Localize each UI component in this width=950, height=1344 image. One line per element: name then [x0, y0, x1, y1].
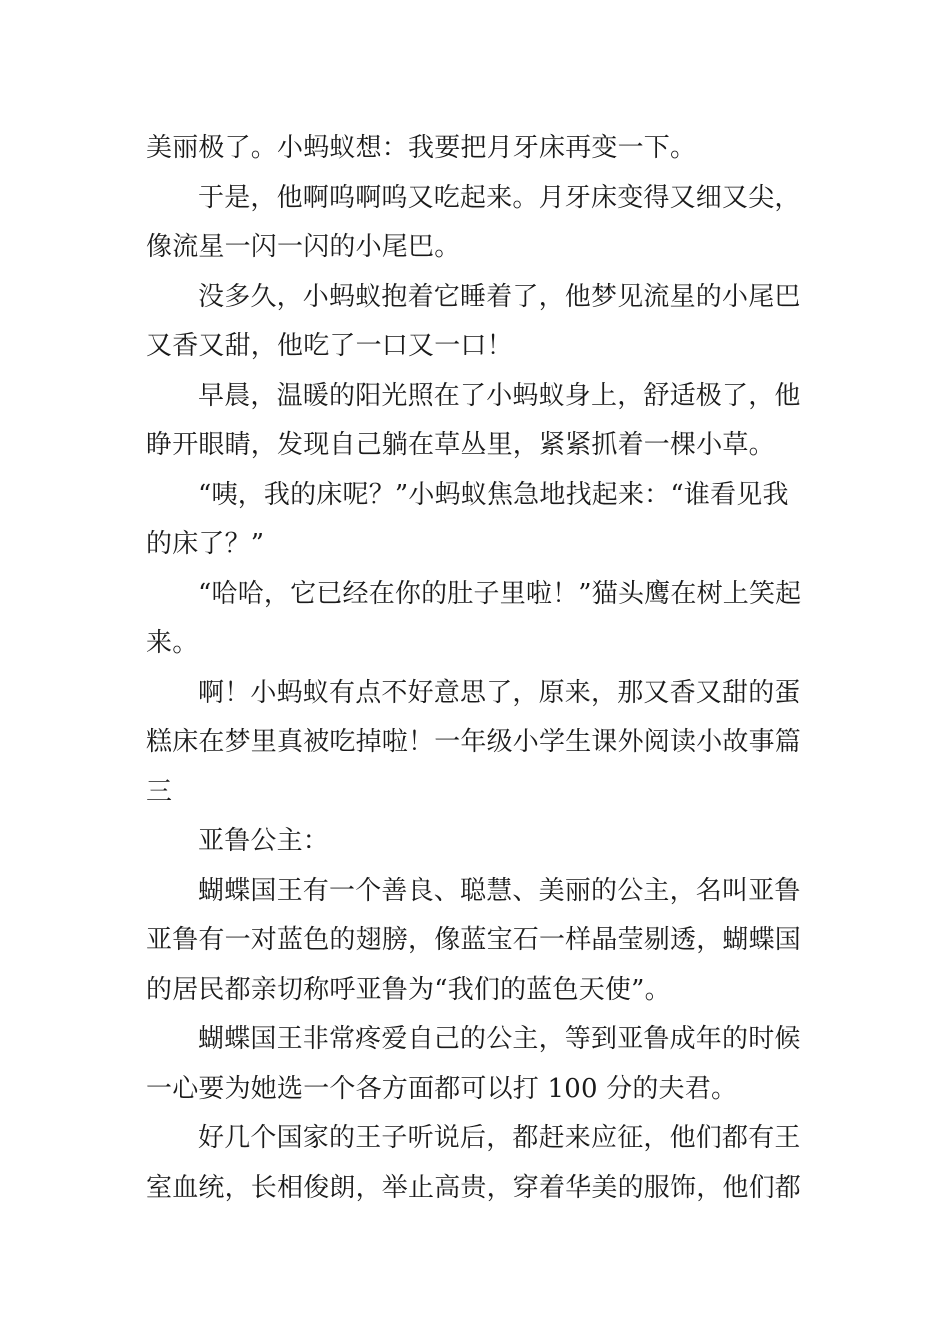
paragraph-9: 蝴蝶国王有一个善良、聪慧、美丽的公主，名叫亚鲁亚鲁有一对蓝色的翅膀，像蓝宝石一样晶莹剔透，蝴蝶国的居民都亲切称呼亚鲁为“我们的蓝色天使”。 [146, 875, 802, 1005]
paragraph-7: 啊！小蚂蚁有点不好意思了，原来，那又香又甜的蛋糕床在梦里真被吃掉啦！一年级小学生课外阅读小故事篇三 [146, 677, 802, 807]
paragraph-8-heading: 亚鲁公主： [198, 826, 330, 856]
paragraph-1: 美丽极了。小蚂蚁想：我要把月牙床再变一下。 [146, 133, 697, 163]
document-body [146, 124, 806, 1213]
paragraph-3: 没多久，小蚂蚁抱着它睡着了，他梦见流星的小尾巴又香又甜，他吃了一口又一口！ [146, 281, 801, 361]
paragraph-10: 蝴蝶国王非常疼爱自己的公主，等到亚鲁成年的时候一心要为她选一个各方面都可以打 100 分的夫君。 [146, 1024, 801, 1104]
paragraph-6: “哈哈，它已经在你的肚子里啦！”猫头鹰在树上笑起来。 [146, 578, 802, 658]
paragraph-5: “咦，我的床呢？”小蚂蚁焦急地找起来：“谁看见我的床了？” [146, 479, 789, 559]
paragraph-11: 好几个国家的王子听说后，都赶来应征，他们都有王室血统，长相俊朗，举止高贵，穿着华美的服饰，他们都 [146, 1123, 802, 1203]
paragraph-4: 早晨，温暖的阳光照在了小蚂蚁身上，舒适极了，他睁开眼睛，发现自己躺在草丛里，紧紧抓着一棵小草。 [146, 380, 801, 460]
paragraph-2: 于是，他啊呜啊呜又吃起来。月牙床变得又细又尖，像流星一闪一闪的小尾巴。 [146, 182, 801, 262]
